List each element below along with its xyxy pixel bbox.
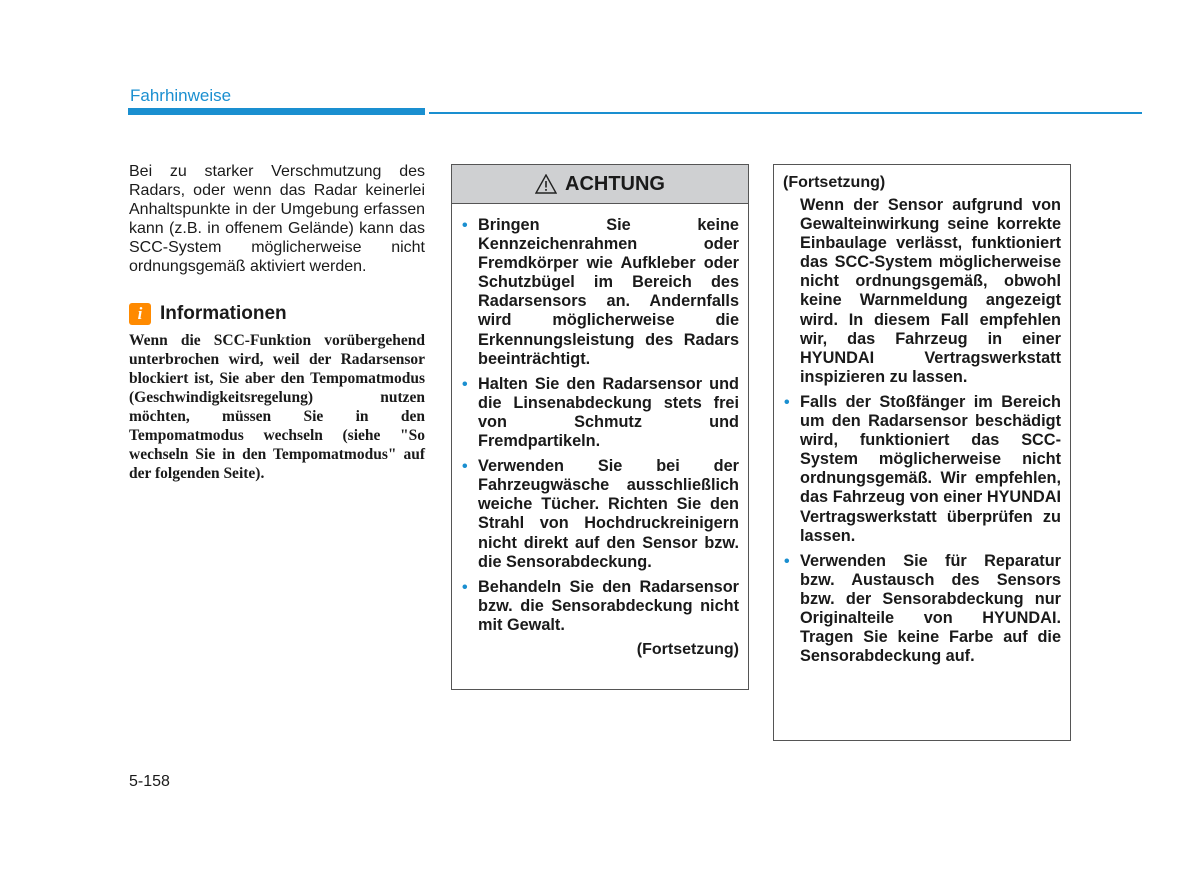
list-item: • Halten Sie den Radarsensor und die Linsenabdeckung stets frei von Schmutz und Fremdpartikeln. — [462, 374, 739, 451]
list-item: • Falls der Stoßfänger im Bereich um den Radarsensor beschädigt wird, funktioniert das SCC-System möglicherweise nicht ordnungsgemäß. Wir empfehlen, das Fahrzeug von einer HYUNDAI Vertragswerkstatt überprüfen zu lassen. — [784, 392, 1061, 545]
warning-header — [452, 165, 748, 204]
bullet-icon: • — [462, 578, 468, 596]
info-title: Informationen — [160, 303, 287, 324]
info-text: Wenn die SCC-Funktion vorübergehend unterbrochen wird, weil der Radarsensor blockiert ist, Sie aber den Tempomatmodus (Geschwindigkeitsregelung) nutzen möchten, müssen Sie in den Tempomatmodus wechseln (siehe "So wechseln Sie in den Tempomatmodus" auf der folgenden Seite). — [129, 332, 425, 482]
continuation-paragraph: Wenn der Sensor aufgrund von Gewalteinwirkung seine korrekte Einbaulage verlässt, funktioniert das SCC-System möglicherweise nicht ordnungsgemäß, obwohl keine Warnmeldung angezeigt wird. In diesem Fall empfehlen wir, das Fahrzeug in einer HYUNDAI Vertragswerkstatt inspizieren zu lassen. — [800, 196, 1061, 386]
bullet-icon: • — [784, 552, 790, 570]
info-icon: i — [129, 303, 151, 325]
section-title: Fahrhinweise — [130, 86, 232, 105]
bullet-icon: • — [462, 375, 468, 393]
bullet-icon: • — [462, 217, 468, 234]
warning-box — [451, 164, 749, 690]
left-column — [129, 162, 425, 483]
info-heading — [129, 303, 425, 325]
continuation-list — [783, 393, 1061, 666]
continuation-box — [773, 164, 1071, 741]
bullet-icon: • — [784, 393, 790, 411]
intro-paragraph: Bei zu starker Verschmutzung des Radars, oder wenn das Radar keinerlei Anhaltspunkte in der Umgebung erfassen kann (z.B. in offenem Gelände) kann das SCC-System möglicherweise nicht ordnungsgemäß aktiviert werden. — [129, 163, 425, 275]
bullet-icon: • — [462, 458, 468, 476]
list-item: • Behandeln Sie den Radarsensor bzw. die Sensorabdeckung nicht mit Gewalt. — [462, 577, 739, 634]
warning-triangle-icon — [535, 174, 557, 194]
page-number: 5-158 — [129, 773, 170, 790]
continued-label: (Fortsetzung) — [636, 640, 739, 658]
header-bar-thick — [128, 108, 425, 115]
warning-title: ACHTUNG — [565, 172, 665, 195]
warning-list — [461, 216, 739, 635]
list-item: • Verwenden Sie für Reparatur bzw. Austausch des Sensors bzw. der Sensorabdeckung nur Originalteile von HYUNDAI. Tragen Sie keine Farbe auf die Sensorabdeckung auf. — [784, 551, 1061, 666]
list-item: • Bringen Sie keine Kennzeichenrahmen oder Fremdkörper wie Aufkleber oder Schutzbügel im Bereich des Radarsensors an. Andernfalls wird möglicherweise die Erkennungsleistung des Radars beeinträchtigt. — [462, 216, 739, 368]
header-bar-thin — [429, 112, 1142, 114]
list-item: • Verwenden Sie bei der Fahrzeugwäsche ausschließlich weiche Tücher. Richten Sie den Strahl von Hochdruckreinigern nicht direkt auf den Sensor bzw. die Sensorabdeckung. — [462, 457, 739, 571]
continuation-label: (Fortsetzung) — [783, 174, 886, 191]
